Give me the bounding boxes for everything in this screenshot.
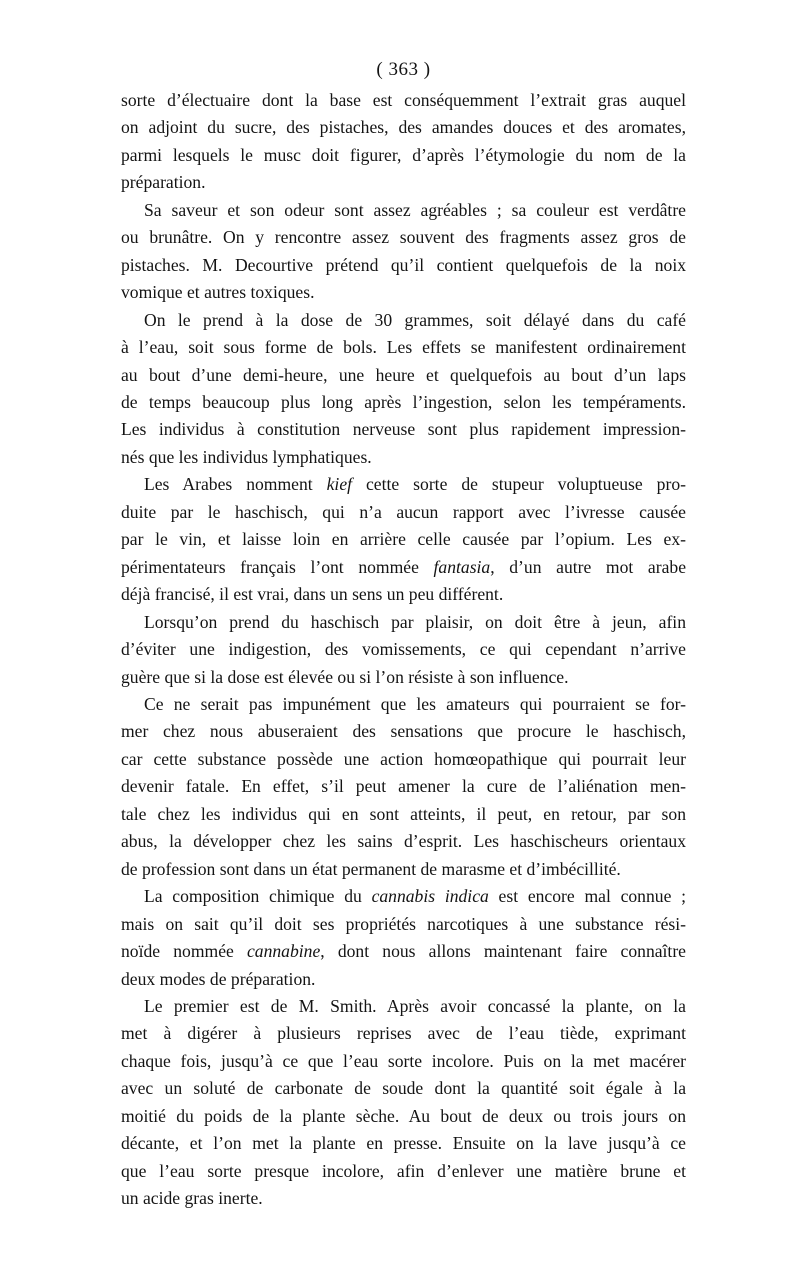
text-segment: un acide gras inerte.: [121, 1188, 263, 1209]
text-segment: , d’un autre mot arabe: [490, 556, 686, 577]
text-line: [121, 499, 686, 526]
text-segment: par le vin, et laisse loin en arrière celle causée par l’opium. Les ex-: [121, 529, 686, 550]
text-segment: de temps beaucoup plus long après l’ingestion, selon les tempéraments.: [121, 391, 686, 412]
italic-term: fantasia: [433, 556, 491, 577]
text-line: [121, 691, 686, 718]
text-segment: avec un soluté de carbonate de soude dont la quantité soit égale à la: [121, 1078, 686, 1099]
text-segment: Les Arabes nomment: [144, 474, 327, 495]
text-segment: deux modes de préparation.: [121, 968, 316, 989]
text-segment: , dont nous allons maintenant faire connaître: [320, 941, 686, 962]
text-line: [121, 197, 686, 224]
text-segment: périmentateurs français l’ont nommée: [121, 556, 434, 577]
paragraph: [121, 471, 686, 608]
text-line: [121, 856, 686, 883]
text-line: [121, 1103, 686, 1130]
text-segment: Le premier est de M. Smith. Après avoir concassé la plante, on la: [144, 995, 686, 1016]
text-line: [121, 828, 686, 855]
text-line: [121, 416, 686, 443]
text-segment: déjà francisé, il est vrai, dans un sens un peu différent.: [121, 584, 504, 605]
body-text: [121, 87, 686, 1213]
text-line: [121, 307, 686, 334]
text-segment: vomique et autres toxiques.: [121, 282, 315, 303]
text-segment: car cette substance possède une action homœopathique qui pourrait leur: [121, 748, 686, 769]
text-line: [121, 1075, 686, 1102]
text-segment: ou brunâtre. On y rencontre assez souvent des fragments assez gros de: [121, 227, 686, 248]
text-segment: abus, la développer chez les sains d’esprit. Les haschischeurs orientaux: [121, 831, 686, 852]
text-segment: de profession sont dans un état permanent de marasme et d’imbécillité.: [121, 858, 621, 879]
text-segment: guère que si la dose est élevée ou si l’on résiste à son influence.: [121, 666, 569, 687]
paragraph: [121, 197, 686, 307]
italic-term: cannabine: [246, 941, 321, 962]
text-segment: chaque fois, jusqu’à ce que l’eau sorte incolore. Puis on la met macérer: [121, 1050, 686, 1071]
text-line: [121, 1020, 686, 1047]
text-line: [121, 279, 686, 306]
text-line: [121, 1130, 686, 1157]
text-line: [121, 609, 686, 636]
text-line: [121, 1158, 686, 1185]
text-segment: mer chez nous abuseraient des sensations que procure le haschisch,: [121, 721, 686, 742]
text-segment: préparation.: [121, 172, 206, 193]
text-segment: devenir fatale. En effet, s’il peut amener la cure de l’aliénation men-: [121, 776, 686, 797]
text-segment: moitié du poids de la plante sèche. Au bout de deux ou trois jours on: [121, 1105, 686, 1126]
text-line: [121, 773, 686, 800]
text-segment: pistaches. M. Decourtive prétend qu’il contient quelquefois de la noix: [121, 254, 686, 275]
text-line: [121, 471, 686, 498]
text-line: [121, 966, 686, 993]
text-line: [121, 114, 686, 141]
text-segment: que l’eau sorte presque incolore, afin d’enlever une matière brune et: [121, 1160, 686, 1181]
text-line: [121, 636, 686, 663]
text-line: [121, 581, 686, 608]
text-segment: décante, et l’on met la plante en presse. Ensuite on la lave jusqu’à ce: [121, 1133, 686, 1154]
paragraph: [121, 883, 686, 993]
paragraph: [121, 609, 686, 691]
text-segment: nés que les individus lymphatiques.: [121, 446, 372, 467]
text-segment: cette sorte de stupeur voluptueuse pro-: [352, 474, 686, 495]
text-line: [121, 224, 686, 251]
paragraph: [121, 87, 686, 197]
text-line: [121, 389, 686, 416]
italic-term: kief: [326, 474, 353, 495]
text-line: [121, 664, 686, 691]
text-line: [121, 993, 686, 1020]
text-segment: La composition chimique du: [144, 886, 372, 907]
text-segment: à l’eau, soit sous forme de bols. Les effets se manifestent ordinairement: [121, 337, 686, 358]
text-line: [121, 334, 686, 361]
text-line: [121, 444, 686, 471]
text-segment: parmi lesquels le musc doit figurer, d’après l’étymologie du nom de la: [121, 144, 686, 165]
text-line: [121, 801, 686, 828]
text-line: [121, 252, 686, 279]
text-segment: tale chez les individus qui en sont atteints, il peut, en retour, par son: [121, 803, 686, 824]
text-segment: on adjoint du sucre, des pistaches, des amandes douces et des aromates,: [121, 117, 686, 138]
text-segment: sorte d’électuaire dont la base est conséquemment l’extrait gras auquel: [121, 90, 686, 110]
text-line: [121, 526, 686, 553]
text-line: [121, 718, 686, 745]
text-line: [121, 554, 686, 581]
text-line: [121, 883, 686, 910]
text-line: [121, 1185, 686, 1212]
paragraph: [121, 307, 686, 472]
text-segment: On le prend à la dose de 30 grammes, soit délayé dans du café: [144, 309, 686, 330]
text-line: [121, 169, 686, 196]
book-page: [121, 56, 686, 1213]
paragraph: [121, 691, 686, 883]
paragraph: [121, 993, 686, 1213]
text-segment: Ce ne serait pas impunément que les amateurs qui pourraient se for-: [144, 693, 686, 714]
text-line: [121, 938, 686, 965]
text-line: [121, 142, 686, 169]
page-number: ( 363 ): [376, 59, 431, 80]
text-segment: Les individus à constitution nerveuse sont plus rapidement impression-: [121, 419, 686, 440]
text-line: [121, 362, 686, 389]
text-line: [121, 1048, 686, 1075]
text-line: [121, 746, 686, 773]
text-segment: met à digérer à plusieurs reprises avec de l’eau tiède, exprimant: [121, 1023, 686, 1044]
text-segment: duite par le haschisch, qui n’a aucun rapport avec l’ivresse causée: [121, 501, 686, 522]
text-segment: au bout d’une demi-heure, une heure et quelquefois au bout d’un laps: [121, 364, 686, 385]
text-segment: Sa saveur et son odeur sont assez agréables ; sa couleur est verdâtre: [144, 199, 686, 220]
text-segment: Lorsqu’on prend du haschisch par plaisir, on doit être à jeun, afin: [144, 611, 686, 632]
italic-term: cannabis indica: [371, 886, 489, 907]
text-line: [121, 87, 686, 114]
text-segment: mais on sait qu’il doit ses propriétés narcotiques à une substance rési-: [121, 913, 686, 934]
text-segment: noïde nommée: [121, 941, 247, 962]
text-line: [121, 911, 686, 938]
text-segment: d’éviter une indigestion, des vomissements, ce qui cependant n’arrive: [121, 639, 686, 660]
text-segment: est encore mal connue ;: [488, 886, 686, 907]
